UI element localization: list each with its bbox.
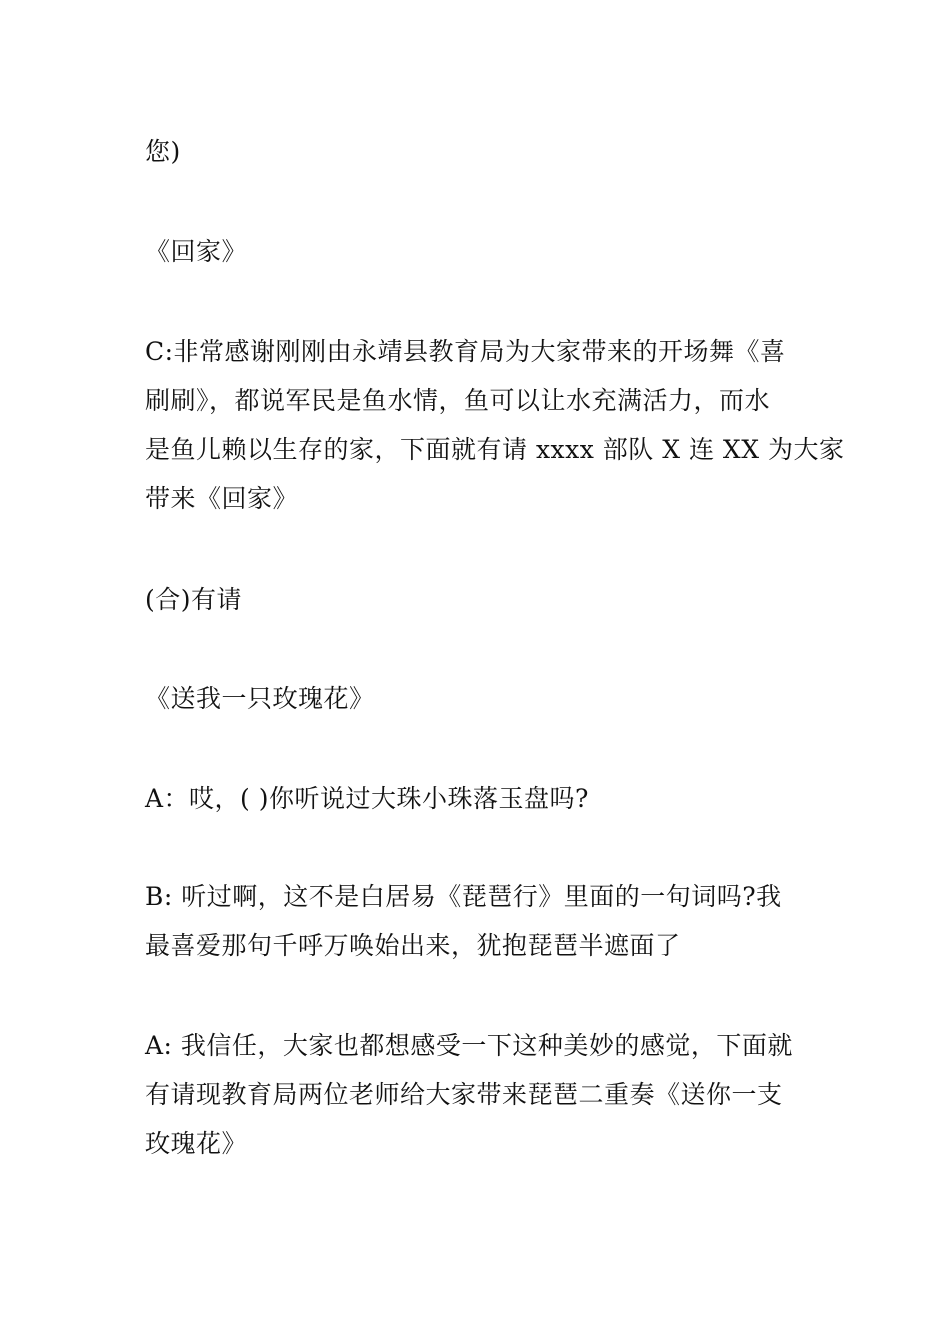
heading-program-rose: [145, 674, 810, 723]
paragraph-a-intro: [145, 1021, 810, 1168]
text-line: 有请现教育局两位老师给大家带来琵琶二重奏《送你一支: [145, 1080, 783, 1109]
paragraph-b-answer: [145, 872, 810, 970]
text-line: 您): [145, 137, 181, 166]
paragraph-a-question: [145, 774, 810, 823]
text-line: 带来《回家》: [145, 484, 299, 513]
text-line: 最喜爱那句千呼万唤始出来，犹抱琵琶半遮面了: [145, 931, 681, 960]
text-line: B: 听过啊，这不是白居易《琵琶行》里面的一句词吗?我: [145, 882, 782, 911]
text-line: A：哎，( )你听说过大珠小珠落玉盘吗?: [145, 784, 589, 813]
text-line: 是鱼儿赖以生存的家，下面就有请 xxxx 部队 X 连 XX 为大家: [145, 435, 845, 464]
text-line: C:非常感谢刚刚由永靖县教育局为大家带来的开场舞《喜: [145, 337, 786, 366]
heading-program-huijia: [145, 227, 810, 276]
text-line: (合)有请: [145, 585, 243, 614]
text-line: 玫瑰花》: [145, 1129, 248, 1158]
text-line: 《送我一只玫瑰花》: [145, 684, 375, 713]
text-line: 刷刷》，都说军民是鱼水情，鱼可以让水充满活力，而水: [145, 386, 771, 415]
text-line: 《回家》: [145, 237, 248, 266]
paragraph-c-intro: [145, 327, 845, 523]
text-line: A: 我信任，大家也都想感受一下这种美妙的感觉，下面就: [145, 1031, 793, 1060]
paragraph-continuation: [145, 127, 810, 176]
paragraph-together: [145, 575, 810, 624]
